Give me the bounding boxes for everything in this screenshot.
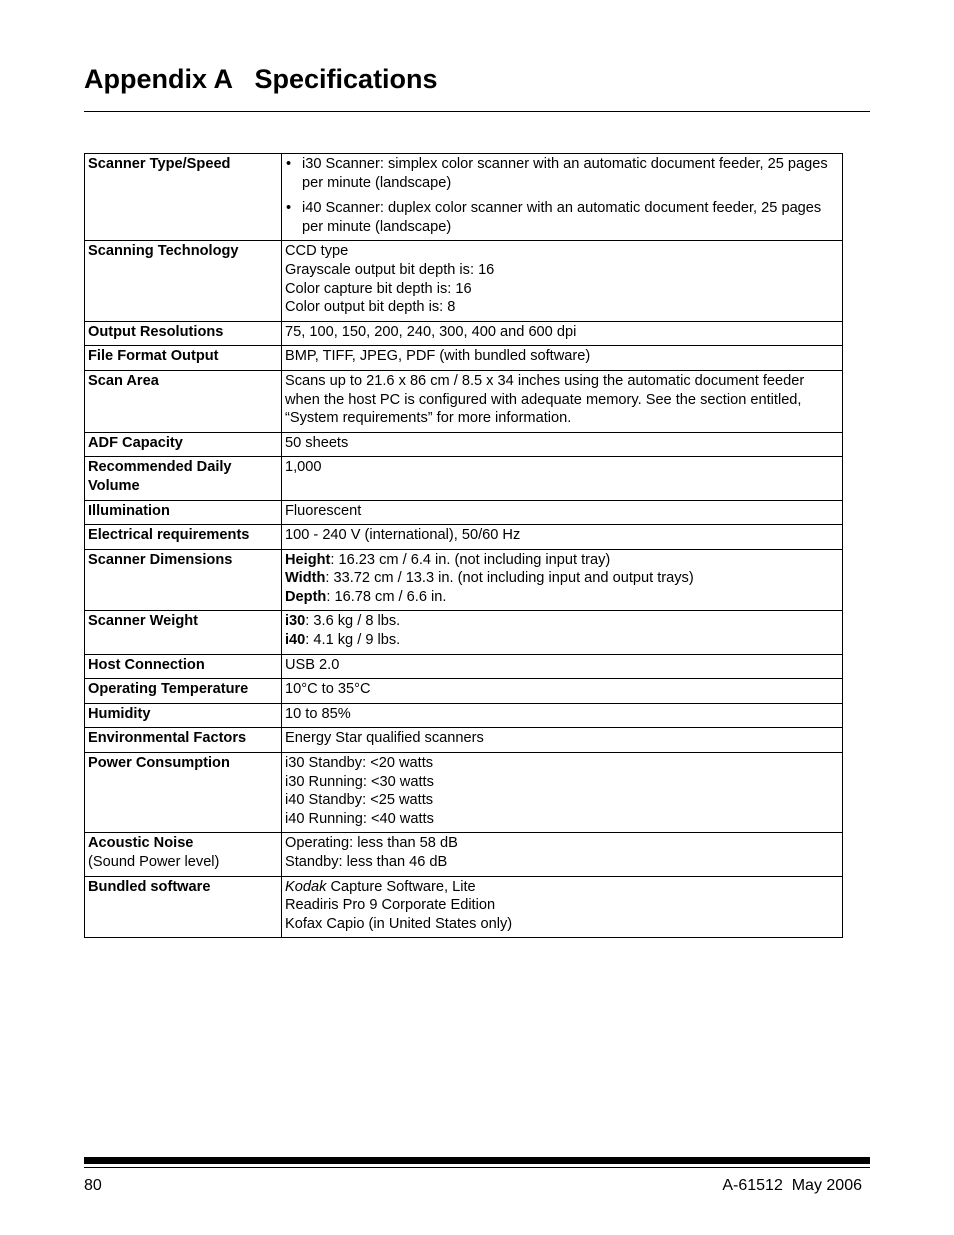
spec-value-text: : 16.78 cm / 6.6 in. <box>326 588 447 605</box>
spec-sublabel: (Sound Power level) <box>88 854 220 870</box>
spec-label: Recommended Daily Volume <box>88 459 232 494</box>
spec-label-cell <box>85 346 282 371</box>
spec-value-line: CCD type <box>285 243 349 260</box>
spec-label: Electrical requirements <box>88 527 250 544</box>
spec-label-cell <box>85 876 282 938</box>
spec-value-cell <box>282 753 843 833</box>
specifications-table <box>84 153 843 938</box>
title-divider <box>84 111 870 112</box>
spec-value-line: 1,000 <box>285 459 322 476</box>
spec-value-line <box>285 878 839 897</box>
spec-key: Width <box>285 570 326 587</box>
spec-label-cell <box>85 679 282 704</box>
spec-label-cell <box>85 500 282 525</box>
spec-label-cell <box>85 432 282 457</box>
spec-label: Illumination <box>88 502 170 519</box>
spec-value-line: 10°C to 35°C <box>285 681 371 698</box>
spec-label-cell <box>85 154 282 241</box>
spec-value-line: 75, 100, 150, 200, 240, 300, 400 and 600 dpi <box>285 323 577 340</box>
table-row <box>85 525 843 550</box>
spec-value-line: i40 Standby: <25 watts <box>285 792 434 809</box>
spec-value-text: Capture Software, Lite <box>326 878 476 895</box>
table-row <box>85 679 843 704</box>
spec-value-cell <box>282 525 843 550</box>
spec-value-line <box>285 569 839 588</box>
spec-value-cell <box>282 370 843 432</box>
spec-label: Output Resolutions <box>88 323 224 340</box>
spec-value-line: Operating: less than 58 dB <box>285 835 458 852</box>
spec-value-line: Color capture bit depth is: 16 <box>285 280 472 297</box>
spec-value-cell <box>282 611 843 654</box>
spec-value-text: : 16.23 cm / 6.4 in. (not including input tray) <box>330 551 611 568</box>
spec-label: Scanning Technology <box>88 243 239 260</box>
spec-value-text: : 33.72 cm / 13.3 in. (not including input and output trays) <box>325 570 694 587</box>
spec-value-line: USB 2.0 <box>285 656 340 673</box>
spec-value-line: i30 Standby: <20 watts <box>285 755 434 772</box>
spec-label-cell <box>85 457 282 500</box>
spec-value-cell <box>282 346 843 371</box>
spec-label-cell <box>85 241 282 321</box>
table-row <box>85 370 843 432</box>
spec-value-cell <box>282 432 843 457</box>
spec-value-line: Readiris Pro 9 Corporate Edition <box>285 897 496 914</box>
footer-divider-thick <box>84 1157 870 1164</box>
spec-label-cell <box>85 833 282 876</box>
spec-label-cell <box>85 611 282 654</box>
spec-value-cell <box>282 500 843 525</box>
table-row <box>85 154 843 241</box>
spec-label: Humidity <box>88 705 151 722</box>
table-row <box>85 728 843 753</box>
spec-label: Scanner Weight <box>88 613 199 630</box>
spec-label: Environmental Factors <box>88 730 247 747</box>
spec-label: Scan Area <box>88 372 159 389</box>
spec-label: Operating Temperature <box>88 681 249 698</box>
spec-value-cell <box>282 833 843 876</box>
spec-value-cell <box>282 728 843 753</box>
spec-value-line: Scans up to 21.6 x 86 cm / 8.5 x 34 inches using the automatic document feeder when the host PC is configured with adequate memory. See the section entitled, “System requirements” for more information. <box>285 372 805 427</box>
spec-value-line: Standby: less than 46 dB <box>285 854 448 870</box>
spec-label-cell <box>85 654 282 679</box>
spec-key: Height <box>285 551 331 568</box>
spec-value-cell <box>282 679 843 704</box>
spec-value-line: Grayscale output bit depth is: 16 <box>285 261 495 278</box>
table-row <box>85 703 843 728</box>
spec-label-cell <box>85 525 282 550</box>
spec-label-cell <box>85 321 282 346</box>
spec-key: i30 <box>285 613 306 630</box>
spec-value-text: : 4.1 kg / 9 lbs. <box>305 632 401 649</box>
footer-divider-thin <box>84 1167 870 1168</box>
spec-label-cell <box>85 703 282 728</box>
table-row <box>85 346 843 371</box>
brand-name: Kodak <box>285 878 327 895</box>
spec-value-line: 50 sheets <box>285 434 349 451</box>
table-row <box>85 833 843 876</box>
spec-label-cell <box>85 370 282 432</box>
spec-value-cell <box>282 654 843 679</box>
bullet-item: • i40 Scanner: duplex color scanner with an automatic document feeder, 25 pages per minute (landscape) <box>285 199 839 236</box>
bullet-item: • i30 Scanner: simplex color scanner with an automatic document feeder, 25 pages per minute (landscape) <box>285 155 839 192</box>
spec-label-cell <box>85 728 282 753</box>
table-row <box>85 241 843 321</box>
table-row <box>85 432 843 457</box>
spec-label: ADF Capacity <box>88 434 183 451</box>
spec-value-cell <box>282 457 843 500</box>
spec-label-cell <box>85 753 282 833</box>
table-row <box>85 321 843 346</box>
spec-value-cell <box>282 154 843 241</box>
spec-value-line: Kofax Capio (in United States only) <box>285 915 513 932</box>
spec-value-text: : 3.6 kg / 8 lbs. <box>305 613 401 630</box>
spec-label: Scanner Type/Speed <box>88 156 231 172</box>
spec-value-line: 10 to 85% <box>285 705 351 722</box>
spec-value-cell <box>282 876 843 938</box>
spec-value-line <box>285 588 839 607</box>
table-row <box>85 500 843 525</box>
spec-value-line: Energy Star qualified scanners <box>285 730 484 747</box>
spec-value-line: 100 - 240 V (international), 50/60 Hz <box>285 527 521 544</box>
spec-label-cell <box>85 549 282 611</box>
spec-label: Power Consumption <box>88 755 230 772</box>
table-row <box>85 549 843 611</box>
spec-label: Scanner Dimensions <box>88 551 233 568</box>
document-id: A-61512 May 2006 <box>722 1177 862 1194</box>
table-row <box>85 654 843 679</box>
table-row <box>85 457 843 500</box>
spec-value-line: BMP, TIFF, JPEG, PDF (with bundled software) <box>285 348 591 365</box>
spec-value-line <box>285 551 839 570</box>
table-row <box>85 753 843 833</box>
spec-label: Bundled software <box>88 878 211 895</box>
table-row <box>85 611 843 654</box>
page-number: 80 <box>84 1177 102 1194</box>
table-row <box>85 876 843 938</box>
spec-label: File Format Output <box>88 348 219 365</box>
spec-value-cell <box>282 241 843 321</box>
spec-key: Depth <box>285 588 327 605</box>
spec-value-line: i30 Running: <30 watts <box>285 773 434 790</box>
spec-value-line <box>285 612 839 631</box>
spec-value-line: Fluorescent <box>285 502 362 519</box>
spec-value-line <box>285 631 839 650</box>
spec-value-cell <box>282 549 843 611</box>
spec-value-line: Color output bit depth is: 8 <box>285 299 456 316</box>
spec-key: i40 <box>285 632 306 649</box>
spec-value-cell <box>282 321 843 346</box>
spec-value-cell <box>282 703 843 728</box>
spec-label: Host Connection <box>88 656 205 673</box>
spec-label: Acoustic Noise <box>88 835 194 852</box>
spec-value-line: i40 Running: <40 watts <box>285 810 434 827</box>
page-title: Appendix A Specifications <box>84 64 438 94</box>
